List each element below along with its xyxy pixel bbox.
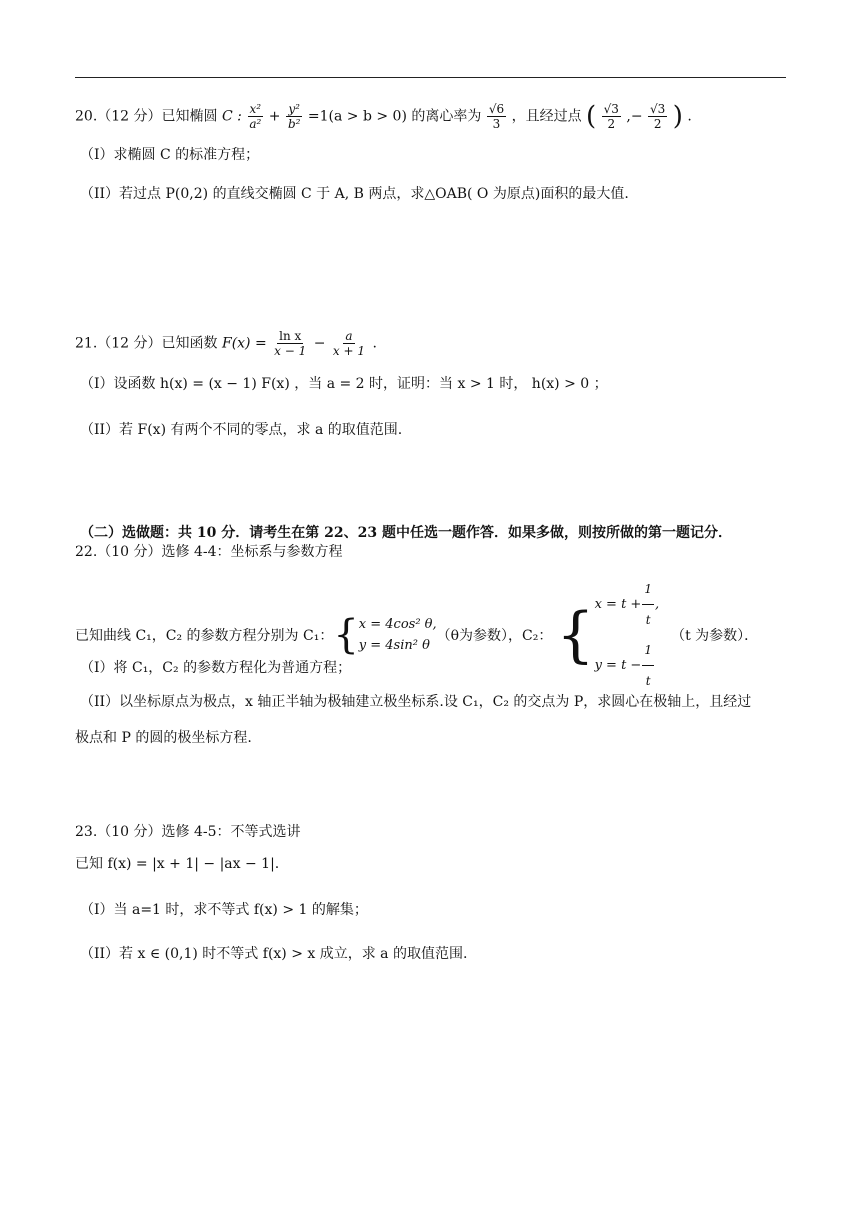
q20-eq-c: C :: [221, 108, 242, 125]
q21-frac2: $\frac{a}{x + 1}$: [332, 329, 365, 358]
q20-pt-x: $\frac{√3}{2}$: [603, 102, 619, 131]
q21-header-line: [75, 329, 377, 358]
q20-pass-text: ，且经过点: [511, 108, 582, 125]
q20-pt-y: $\frac{√3}{2}$: [650, 102, 666, 131]
q20-header-line: [75, 102, 692, 131]
q21-end: .: [372, 335, 377, 352]
q23-part1: （I）当 a=1 时，求不等式 f(x) > 1 的解集；: [80, 902, 368, 918]
q22-c1-row1: x = 4cos² θ,: [358, 617, 437, 632]
q23-intro: 已知 f(x) = |x + 1| − |ax − 1|.: [75, 856, 280, 872]
q22-c2-system: [556, 574, 659, 696]
q21-fx: F(x) =: [221, 335, 267, 352]
q23-part2: （II）若 x ∈ (0,1) 时不等式 f(x) > x 成立，求 a 的取值范围.: [80, 946, 468, 962]
q20-part1: （I）求椭圆 C 的标准方程；: [80, 147, 260, 163]
right-paren-icon: ): [672, 101, 683, 132]
section2-heading: （二）选做题：共 10 分．请考生在第 22、23 题中任选一题作答．如果多做，则按所做的第一题记分．: [80, 525, 732, 541]
q21-part2: （II）若 F(x) 有两个不同的零点，求 a 的取值范围.: [80, 422, 403, 438]
q20-frac-y: $\frac{\text{y²}}{\text{b²}}$: [287, 102, 301, 131]
q22-part1: （I）将 C₁，C₂ 的参数方程化为普通方程；: [80, 660, 352, 676]
left-brace-icon: {: [333, 612, 359, 658]
q20-header: 20.（12 分）已知椭圆: [75, 108, 218, 125]
q21-frac1: $\frac{\text{ln x}}{x - 1}$: [274, 329, 307, 358]
left-brace-icon: {: [556, 600, 595, 670]
q21-header: 21.（12 分）已知函数: [75, 335, 218, 352]
q23-header: 23.（10 分）选修 4-5：不等式选讲: [75, 824, 301, 840]
q20-eq-plus: +: [268, 108, 281, 125]
q22-intro: 已知曲线 C₁，C₂ 的参数方程分别为 C₁：: [75, 628, 334, 644]
left-paren-icon: (: [586, 101, 597, 132]
q21-minus: −: [313, 335, 326, 352]
q20-eq-rhs: =1(a > b > 0): [307, 108, 407, 125]
q20-end: .: [687, 108, 692, 125]
q22-c1-row2: y = 4sin² θ: [358, 638, 430, 653]
q20-ecc-frac: $\frac{√6}{3}$: [488, 102, 505, 131]
q22-header: 22.（10 分）选修 4-4：坐标系与参数方程: [75, 544, 343, 560]
q22-part2b: 极点和 P 的圆的极坐标方程.: [75, 730, 252, 746]
q22-c1-param: （θ为参数），C₂：: [436, 628, 553, 644]
q20-part2: （II）若过点 P(0,2) 的直线交椭圆 C 于 A, B 两点，求△OAB( O 为原点)面积的最大值.: [80, 186, 629, 202]
q20-frac-x: $\frac{\text{x²}}{\text{a²}}$: [249, 102, 262, 131]
q22-c1-system: [333, 614, 436, 656]
q20-ecc-text: 的离心率为: [411, 108, 482, 125]
q20-pt-comma: ,−: [626, 108, 643, 125]
q22-c2-param: （t 为参数）．: [671, 628, 759, 644]
q22-c2-row1: x = t + $\frac{1}{t}$ ,: [595, 574, 660, 635]
header-rule: [75, 77, 786, 78]
q22-part2a: （II）以坐标原点为极点，x 轴正半轴为极轴建立极坐标系.设 C₁，C₂ 的交点为 P，求圆心在极轴上，且经过: [80, 694, 752, 710]
q21-part1: （I）设函数 h(x) = (x − 1) F(x) ，当 a = 2 时，证明：当 x > 1 时， h(x) > 0 ；: [80, 376, 608, 392]
q22-c2-row2: y = t − $\frac{1}{t}$: [595, 635, 660, 696]
